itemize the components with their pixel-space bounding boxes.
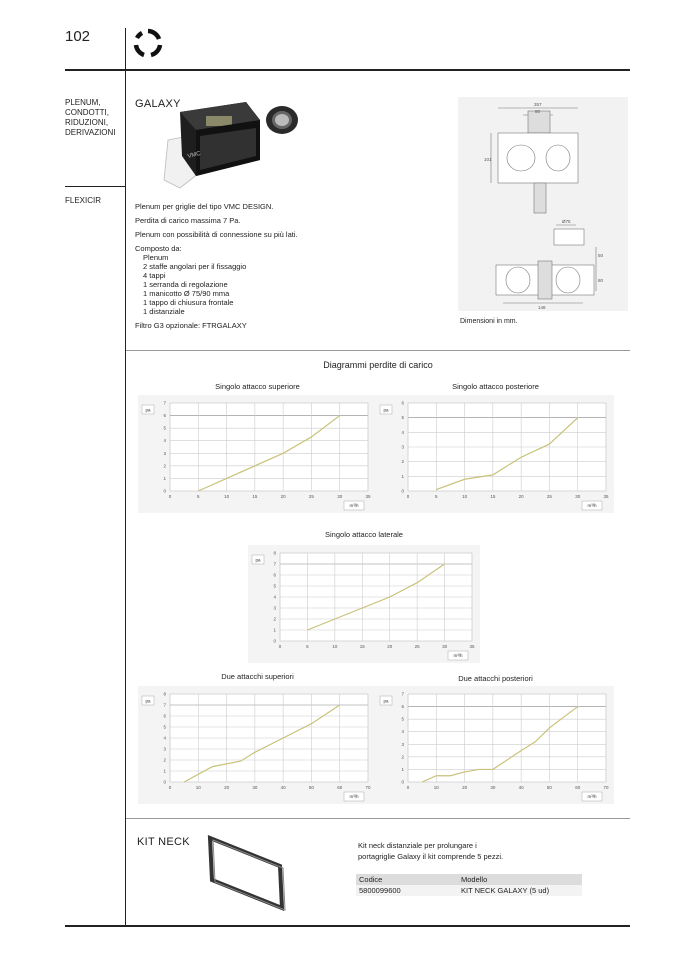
y-tick-label: 1 <box>401 766 404 772</box>
y-tick-label: 5 <box>163 425 166 431</box>
x-tick-label: 30 <box>252 785 258 790</box>
y-tick-label: 3 <box>163 746 166 752</box>
y-tick-label: 2 <box>163 463 166 469</box>
component-item: 1 distanziale <box>143 307 185 316</box>
x-axis-label: m³/h <box>349 794 359 799</box>
x-tick-label: 15 <box>252 494 258 499</box>
x-tick-label: 10 <box>195 785 201 790</box>
y-tick-label: 6 <box>401 704 404 710</box>
y-tick-label: 2 <box>163 757 166 763</box>
x-tick-label: 0 <box>168 494 172 499</box>
header-rule <box>65 69 630 71</box>
y-tick-label: 8 <box>163 691 166 697</box>
y-tick-label: 0 <box>401 779 404 785</box>
x-tick-label: 35 <box>469 644 475 649</box>
desc-line: Plenum con possibilità di connessione su più lati. <box>135 230 298 239</box>
x-tick-label: 20 <box>462 785 468 790</box>
sidebar-line: PLENUM, <box>65 98 101 107</box>
dim-label: 80 <box>598 278 604 283</box>
x-tick-label: 5 <box>197 494 200 499</box>
y-tick-label: 8 <box>273 550 276 556</box>
y-axis-label: pa <box>383 698 389 704</box>
x-tick-label: 15 <box>490 494 496 499</box>
table-cell: KIT NECK GALAXY (5 ud) <box>461 886 550 895</box>
component-item: Plenum <box>143 253 169 262</box>
x-tick-label: 70 <box>365 785 371 790</box>
y-tick-label: 5 <box>163 724 166 730</box>
desc-line: Perdita di carico massima 7 Pa. <box>135 216 241 225</box>
composed-label: Composto da: <box>135 244 182 253</box>
chart-title: Singolo attacco superiore <box>215 382 300 391</box>
vertical-divider <box>125 28 126 926</box>
filter-note: Filtro G3 opzionale: FTRGALAXY <box>135 321 247 330</box>
x-tick-label: 20 <box>224 785 230 790</box>
y-tick-label: 3 <box>401 741 404 747</box>
y-axis-label: pa <box>255 557 261 563</box>
y-tick-label: 7 <box>163 400 166 406</box>
x-tick-label: 30 <box>575 494 581 499</box>
y-tick-label: 0 <box>163 779 166 785</box>
svg-text:VMC: VMC <box>187 150 202 160</box>
x-tick-label: 0 <box>406 494 410 499</box>
x-tick-label: 70 <box>603 785 609 790</box>
chart-singolo-superiore <box>138 395 376 513</box>
sidebar-divider <box>65 186 125 187</box>
product-title: GALAXY <box>135 98 181 110</box>
y-tick-label: 7 <box>273 561 276 567</box>
x-axis-label: m³/h <box>349 503 359 508</box>
chart-due-superiori <box>138 686 376 804</box>
x-tick-label: 20 <box>518 494 524 499</box>
x-tick-label: 50 <box>308 785 314 790</box>
x-tick-label: 5 <box>435 494 438 499</box>
y-tick-label: 2 <box>401 459 404 465</box>
desc-line: Plenum per griglie del tipo VMC DESIGN. <box>135 202 274 211</box>
y-tick-label: 2 <box>273 616 276 622</box>
section-divider-1 <box>126 350 630 351</box>
kit-desc-line: portagriglie Galaxy il kit comprende 5 pezzi. <box>358 852 504 861</box>
y-tick-label: 4 <box>163 735 166 741</box>
x-tick-label: 30 <box>442 644 448 649</box>
x-tick-label: 0 <box>168 785 172 790</box>
x-tick-label: 0 <box>278 644 282 649</box>
y-axis-label: pa <box>145 698 151 704</box>
x-axis-label: m³/h <box>453 653 463 658</box>
kit-title: KIT NECK <box>137 836 190 848</box>
sidebar-category <box>65 98 125 138</box>
product-description <box>135 202 355 335</box>
sidebar-line: RIDUZIONI, <box>65 118 109 127</box>
dim-label: Ø75 <box>562 219 571 224</box>
dim-label: 357 <box>534 102 542 107</box>
component-item: 4 tappi <box>143 271 166 280</box>
y-tick-label: 0 <box>163 488 166 494</box>
component-item: 1 serranda di regolazione <box>143 280 228 289</box>
page-number: 102 <box>65 28 91 45</box>
y-tick-label: 0 <box>273 638 276 644</box>
y-tick-label: 7 <box>401 691 404 697</box>
footer-rule <box>65 925 630 927</box>
sidebar-line: CONDOTTI, <box>65 108 109 117</box>
y-tick-label: 4 <box>163 438 166 444</box>
x-tick-label: 40 <box>518 785 524 790</box>
y-tick-label: 3 <box>273 605 276 611</box>
component-item: 1 tappo di chiusura frontale <box>143 298 234 307</box>
chart-singolo-posteriore <box>376 395 614 513</box>
sidebar-flexicir: FLEXICIR <box>65 196 102 205</box>
x-tick-label: 10 <box>332 644 338 649</box>
y-tick-label: 6 <box>163 713 166 719</box>
sidebar-line: DERIVAZIONI <box>65 128 116 137</box>
chart-title: Due attacchi posteriori <box>458 674 533 683</box>
y-tick-label: 1 <box>163 475 166 481</box>
x-tick-label: 40 <box>280 785 286 790</box>
y-axis-label: pa <box>383 407 389 413</box>
y-axis-label: pa <box>145 407 151 413</box>
y-tick-label: 3 <box>401 444 404 450</box>
chart-title: Singolo attacco posteriore <box>452 382 539 391</box>
x-tick-label: 20 <box>387 644 393 649</box>
dim-label: 80 <box>535 109 541 114</box>
dim-label: 101 <box>484 157 492 162</box>
y-tick-label: 5 <box>273 583 276 589</box>
kit-table <box>356 874 582 896</box>
x-tick-label: 25 <box>308 494 314 499</box>
dim-label: 148 <box>538 305 546 310</box>
x-tick-label: 25 <box>414 644 420 649</box>
chart-due-posteriori <box>376 686 614 804</box>
y-tick-label: 6 <box>163 413 166 419</box>
x-tick-label: 10 <box>224 494 230 499</box>
table-row <box>356 885 582 896</box>
table-cell: 5800099600 <box>359 886 401 895</box>
product-photo <box>160 100 305 195</box>
x-tick-label: 20 <box>280 494 286 499</box>
kit-photo <box>202 832 292 912</box>
kit-description <box>358 840 503 862</box>
table-header: Codice <box>359 875 383 884</box>
y-tick-label: 3 <box>163 450 166 456</box>
component-item: 2 staffe angolari per il fissaggio <box>143 262 247 271</box>
x-axis-label: m³/h <box>587 503 597 508</box>
x-tick-label: 50 <box>546 785 552 790</box>
y-tick-label: 4 <box>273 594 276 600</box>
y-tick-label: 2 <box>401 754 404 760</box>
x-tick-label: 10 <box>462 494 468 499</box>
dimensions-note: Dimensioni in mm. <box>460 318 518 325</box>
y-tick-label: 7 <box>163 702 166 708</box>
x-tick-label: 60 <box>575 785 581 790</box>
x-axis-label: m³/h <box>587 794 597 799</box>
diagrams-title: Diagrammi perdite di carico <box>323 360 433 370</box>
y-tick-label: 6 <box>273 572 276 578</box>
y-tick-label: 4 <box>401 429 404 435</box>
x-tick-label: 35 <box>603 494 609 499</box>
y-tick-label: 1 <box>273 627 276 633</box>
x-tick-label: 60 <box>337 785 343 790</box>
section-divider-2 <box>126 818 630 819</box>
y-tick-label: 1 <box>401 473 404 479</box>
y-tick-label: 0 <box>401 488 404 494</box>
y-tick-label: 6 <box>401 400 404 406</box>
x-tick-label: 0 <box>406 785 410 790</box>
x-tick-label: 10 <box>433 785 439 790</box>
table-header: Modello <box>461 875 488 884</box>
x-tick-label: 30 <box>490 785 496 790</box>
x-tick-label: 5 <box>306 644 309 649</box>
y-tick-label: 1 <box>163 768 166 774</box>
kit-desc-line: Kit neck distanziale per prolungare i <box>358 841 477 850</box>
y-tick-label: 5 <box>401 415 404 421</box>
chart-title: Due attacchi superiori <box>221 672 294 681</box>
component-item: 1 manicotto Ø 75/90 mma <box>143 289 230 298</box>
chart-singolo-laterale <box>248 545 480 663</box>
y-tick-label: 5 <box>401 716 404 722</box>
dim-label: 50 <box>598 253 604 258</box>
x-tick-label: 35 <box>365 494 371 499</box>
brand-logo-icon <box>133 28 163 58</box>
x-tick-label: 15 <box>359 644 365 649</box>
technical-drawing <box>458 97 628 311</box>
chart-title: Singolo attacco laterale <box>325 530 403 539</box>
x-tick-label: 30 <box>337 494 343 499</box>
y-tick-label: 4 <box>401 729 404 735</box>
x-tick-label: 25 <box>546 494 552 499</box>
